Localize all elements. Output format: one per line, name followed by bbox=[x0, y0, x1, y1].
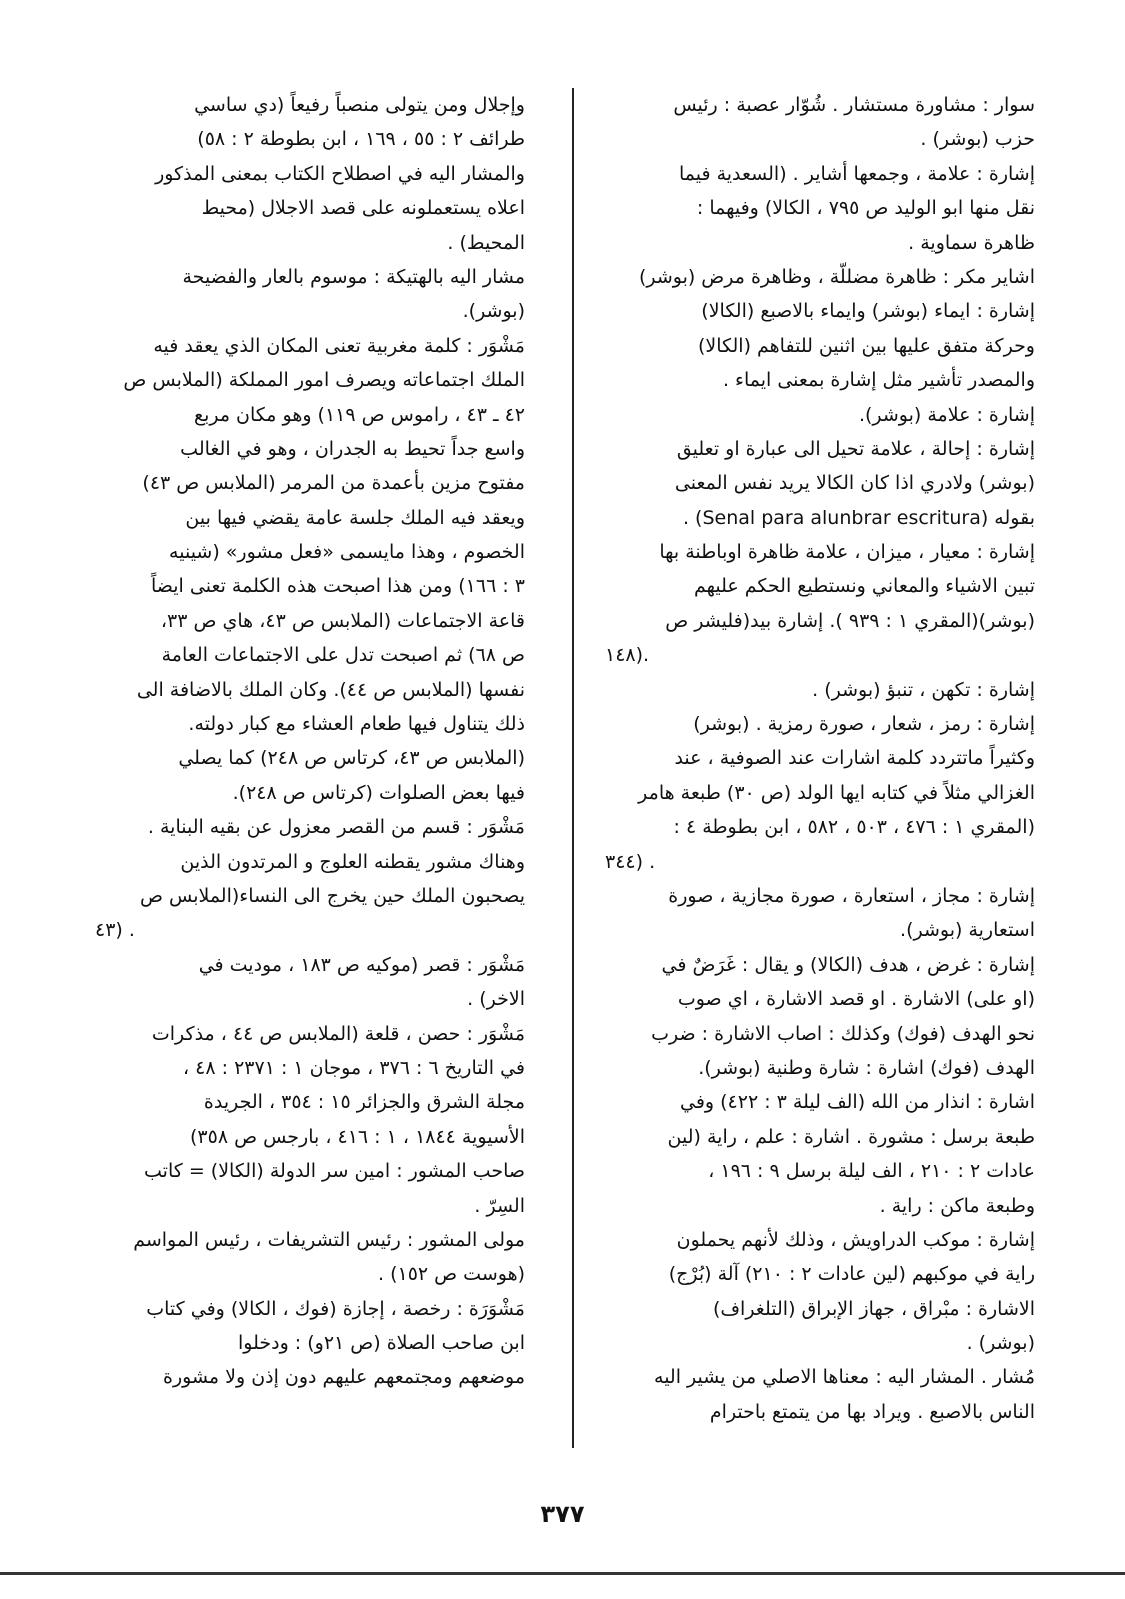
text-line: مَشْوَرَة : رخصة ، إجازة (فوك ، الكالا) وفي كتاب bbox=[146, 1297, 525, 1320]
text-line: وكثيراً ماتتردد كلمة اشارات عند الصوفية ، عند bbox=[674, 747, 1035, 770]
text-line: الغزالي مثلاً في كتابه ايها الولد (ص ٣٠) طبعة هامر bbox=[638, 781, 1035, 804]
text-line: (بوشر). bbox=[462, 300, 525, 323]
column-divider bbox=[572, 88, 574, 1448]
text-line: (بوشر) ولادري اذا كان الكالا يريد نفس المعنى bbox=[674, 472, 1035, 495]
text-line: ٣ : ١٦٦) ومن هذا اصبحت هذه الكلمة تعنى ايضاً bbox=[151, 575, 525, 598]
text-line: ويعقد فيه الملك جلسة عامة يقضي فيها بين bbox=[185, 506, 525, 529]
right-column bbox=[605, 88, 1035, 1429]
text-line: مَشْوَر : حصن ، قلعة (الملابس ص ٤٤ ، مذكرات bbox=[151, 1022, 525, 1045]
text-line: في التاريخ ٦ : ٣٧٦ ، موجان ١ : ٢٣٧١ : ٤٨ ، bbox=[183, 1056, 525, 1079]
text-line: موضعهم ومجتمعهم عليهم دون إذن ولا مشورة bbox=[163, 1366, 525, 1389]
text-line: وحركة متفق عليها بين اثنين للتفاهم (الكالا) bbox=[697, 334, 1035, 357]
text-line: استعارية (بوشر). bbox=[900, 919, 1035, 942]
text-line: صاحب المشور : امين سر الدولة (الكالا) = كاتب bbox=[144, 1160, 525, 1183]
text-line: إشارة : معيار ، ميزان ، علامة ظاهرة اوباطنة بها bbox=[659, 541, 1035, 564]
text-line: قاعة الاجتماعات (الملابس ص ٤٣، هاي ص ٣٣، bbox=[160, 609, 525, 632]
text-line: ابن صاحب الصلاة (ص ٢١و) : ودخلوا bbox=[238, 1332, 525, 1355]
text-line: (بوشر) . bbox=[966, 1332, 1035, 1355]
text-line: إشارة : تكهن ، تنبؤ (بوشر) . bbox=[812, 678, 1035, 701]
text-line: وطبعة ماكن : راية . bbox=[879, 1194, 1035, 1217]
text-line: إشارة : علامة ، وجمعها أشاير . (السعدية فيما bbox=[678, 162, 1035, 185]
text-line: تبين الاشياء والمعاني ونستطيع الحكم عليهم bbox=[693, 575, 1035, 598]
text-line: ٣٤٤) . bbox=[605, 850, 656, 873]
text-line: السِرّ . bbox=[474, 1194, 525, 1217]
text-line: المحيط) . bbox=[447, 231, 525, 254]
text-line: (هوست ص ١٥٢) . bbox=[378, 1263, 525, 1286]
text-line: الاشارة : مبْراق ، جهاز الإبراق (التلغراف) bbox=[712, 1297, 1035, 1320]
text-line: اشارة : انذار من الله (الف ليلة ٣ : ٤٢٢) وفي bbox=[680, 1091, 1035, 1114]
text-line: ذلك يتناول فيها طعام العشاء مع كبار دولته. bbox=[188, 713, 525, 736]
text-line: اشاير مكر : ظاهرة مضللّة ، وظاهرة مرض (بوشر) bbox=[638, 265, 1035, 288]
text-line: مولى المشور : رئيس التشريفات ، رئيس المواسم bbox=[133, 1228, 525, 1251]
text-line: مفتوح مزين بأعمدة من المرمر (الملابس ص ٤٣) bbox=[142, 472, 525, 495]
page-number: ٣٧٧ bbox=[540, 1500, 585, 1528]
text-line: إشارة : مجاز ، استعارة ، صورة مجازية ، صورة bbox=[668, 884, 1035, 907]
text-line: الهدف (فوك) اشارة : شارة وطنية (بوشر). bbox=[698, 1056, 1035, 1079]
text-line: اعلاه يستعملونه على قصد الاجلال (محيط bbox=[201, 197, 525, 220]
text-line: حزب (بوشر) . bbox=[920, 128, 1035, 151]
text-line: إشارة : إحالة ، علامة تحيل الى عبارة او تعليق bbox=[676, 437, 1035, 460]
text-line: الأسيوية ١٨٤٤ ، ١ : ٤١٦ ، بارجس ص ٣٥٨) bbox=[189, 1125, 525, 1148]
text-line: الناس بالاصبع . ويراد بها من يتمتع باحترام bbox=[709, 1400, 1035, 1423]
text-line: مَشْوَر : كلمة مغربية تعنى المكان الذي يعقد فيه bbox=[153, 334, 525, 357]
text-line: إشارة : موكب الدراويش ، وذلك لأنهم يحملون bbox=[676, 1228, 1035, 1251]
text-line: بقوله (Senal para alunbrar escritura) . bbox=[682, 506, 1035, 529]
text-line: إشارة : ايماء (بوشر) وايماء بالاصبع (الكالا) bbox=[701, 300, 1035, 323]
text-line: مشار اليه بالهتيكة : موسوم بالعار والفضيحة bbox=[182, 265, 525, 288]
text-line: وهناك مشور يقطنه العلوج و المرتدون الذين bbox=[180, 850, 525, 873]
left-column bbox=[95, 88, 525, 1395]
text-line: ٤٢ ـ ٤٣ ، راموس ص ١١٩) وهو مكان مربع bbox=[193, 403, 525, 426]
text-line: يصحبون الملك حين يخرج الى النساء(الملابس ص bbox=[139, 884, 525, 907]
text-line: إشارة : رمز ، شعار ، صورة رمزية . (بوشر) bbox=[693, 713, 1035, 736]
text-line: مُشار . المشار اليه : معناها الاصلي من يشير اليه bbox=[654, 1366, 1035, 1389]
text-line: فيها بعض الصلوات (كرتاس ص ٢٤٨). bbox=[232, 781, 525, 804]
text-line: الاخر) . bbox=[467, 988, 525, 1011]
text-line: والمشار اليه في اصطلاح الكتاب بمعنى المذكور bbox=[155, 162, 525, 185]
text-line: إشارة : غرض ، هدف (الكالا) و يقال : غَرَضٌ في bbox=[661, 953, 1035, 976]
text-line: سوار : مشاورة مستشار . شُوّار عصبة : رئيس bbox=[673, 94, 1035, 116]
text-line: (او على) الاشارة . او قصد الاشارة ، اي صوب bbox=[677, 988, 1035, 1011]
text-line: (بوشر)(المقري ١ : ٩٣٩ ). إشارة بيد(فليشر ص bbox=[665, 609, 1035, 632]
text-line: والمصدر تأشير مثل إشارة بمعنى ايماء . bbox=[722, 369, 1035, 392]
text-line: نفسها (الملابس ص ٤٤). وكان الملك بالاضافة الى bbox=[136, 678, 525, 701]
text-line: وإجلال ومن يتولى منصباً رفيعاً (دي ساسي bbox=[194, 94, 525, 116]
bottom-rule bbox=[0, 1572, 1125, 1575]
text-line: عادات ٢ : ٢١٠ ، الف ليلة برسل ٩ : ١٩٦ ، bbox=[708, 1160, 1035, 1183]
text-line: مَشْوَر : قسم من القصر معزول عن بقيه البناية . bbox=[147, 816, 525, 839]
text-line: طبعة برسل : مشورة . اشارة : علم ، راية (لين bbox=[667, 1125, 1035, 1148]
text-line: ظاهرة سماوية . bbox=[908, 231, 1035, 254]
text-line: مَشْوَر : قصر (موكيه ص ١٨٣ ، موديت في bbox=[198, 953, 525, 976]
text-line: الخصوم ، وهذا مايسمى «فعل مشور» (شينيه bbox=[169, 541, 525, 564]
text-line: نقل منها ابو الوليد ص ٧٩٥ ، الكالا) وفيهما : bbox=[696, 197, 1035, 220]
text-line: طرائف ٢ : ٥٥ ، ١٦٩ ، ابن بطوطة ٢ : ٥٨) bbox=[197, 128, 525, 151]
text-line: نحو الهدف (فوك) وكذلك : اصاب الاشارة : ضرب bbox=[651, 1022, 1035, 1045]
text-line: راية في موكبهم (لين عادات ٢ : ٢١٠) آلة (بُرْج) bbox=[668, 1263, 1035, 1286]
text-line: الملك اجتماعاته ويصرف امور المملكة (الملابس ص bbox=[123, 369, 525, 392]
text-line: (الملابس ص ٤٣، كرتاس ص ٢٤٨) كما يصلي bbox=[178, 747, 525, 770]
text-line: ص ٦٨) ثم اصبحت تدل على الاجتماعات العامة bbox=[161, 644, 525, 667]
text-line: مجلة الشرق والجزائر ١٥ : ٣٥٤ ، الجريدة bbox=[203, 1091, 525, 1114]
text-line: إشارة : علامة (بوشر). bbox=[858, 403, 1035, 426]
text-line: ١٤٨). bbox=[605, 644, 650, 667]
text-line: (المقري ١ : ٤٧٦ ، ٥٠٣ ، ٥٨٢ ، ابن بطوطة ٤ : bbox=[673, 816, 1035, 839]
text-line: واسع جداً تحيط به الجدران ، وهو في الغالب bbox=[180, 437, 525, 460]
text-line: ٤٣) . bbox=[95, 919, 135, 942]
